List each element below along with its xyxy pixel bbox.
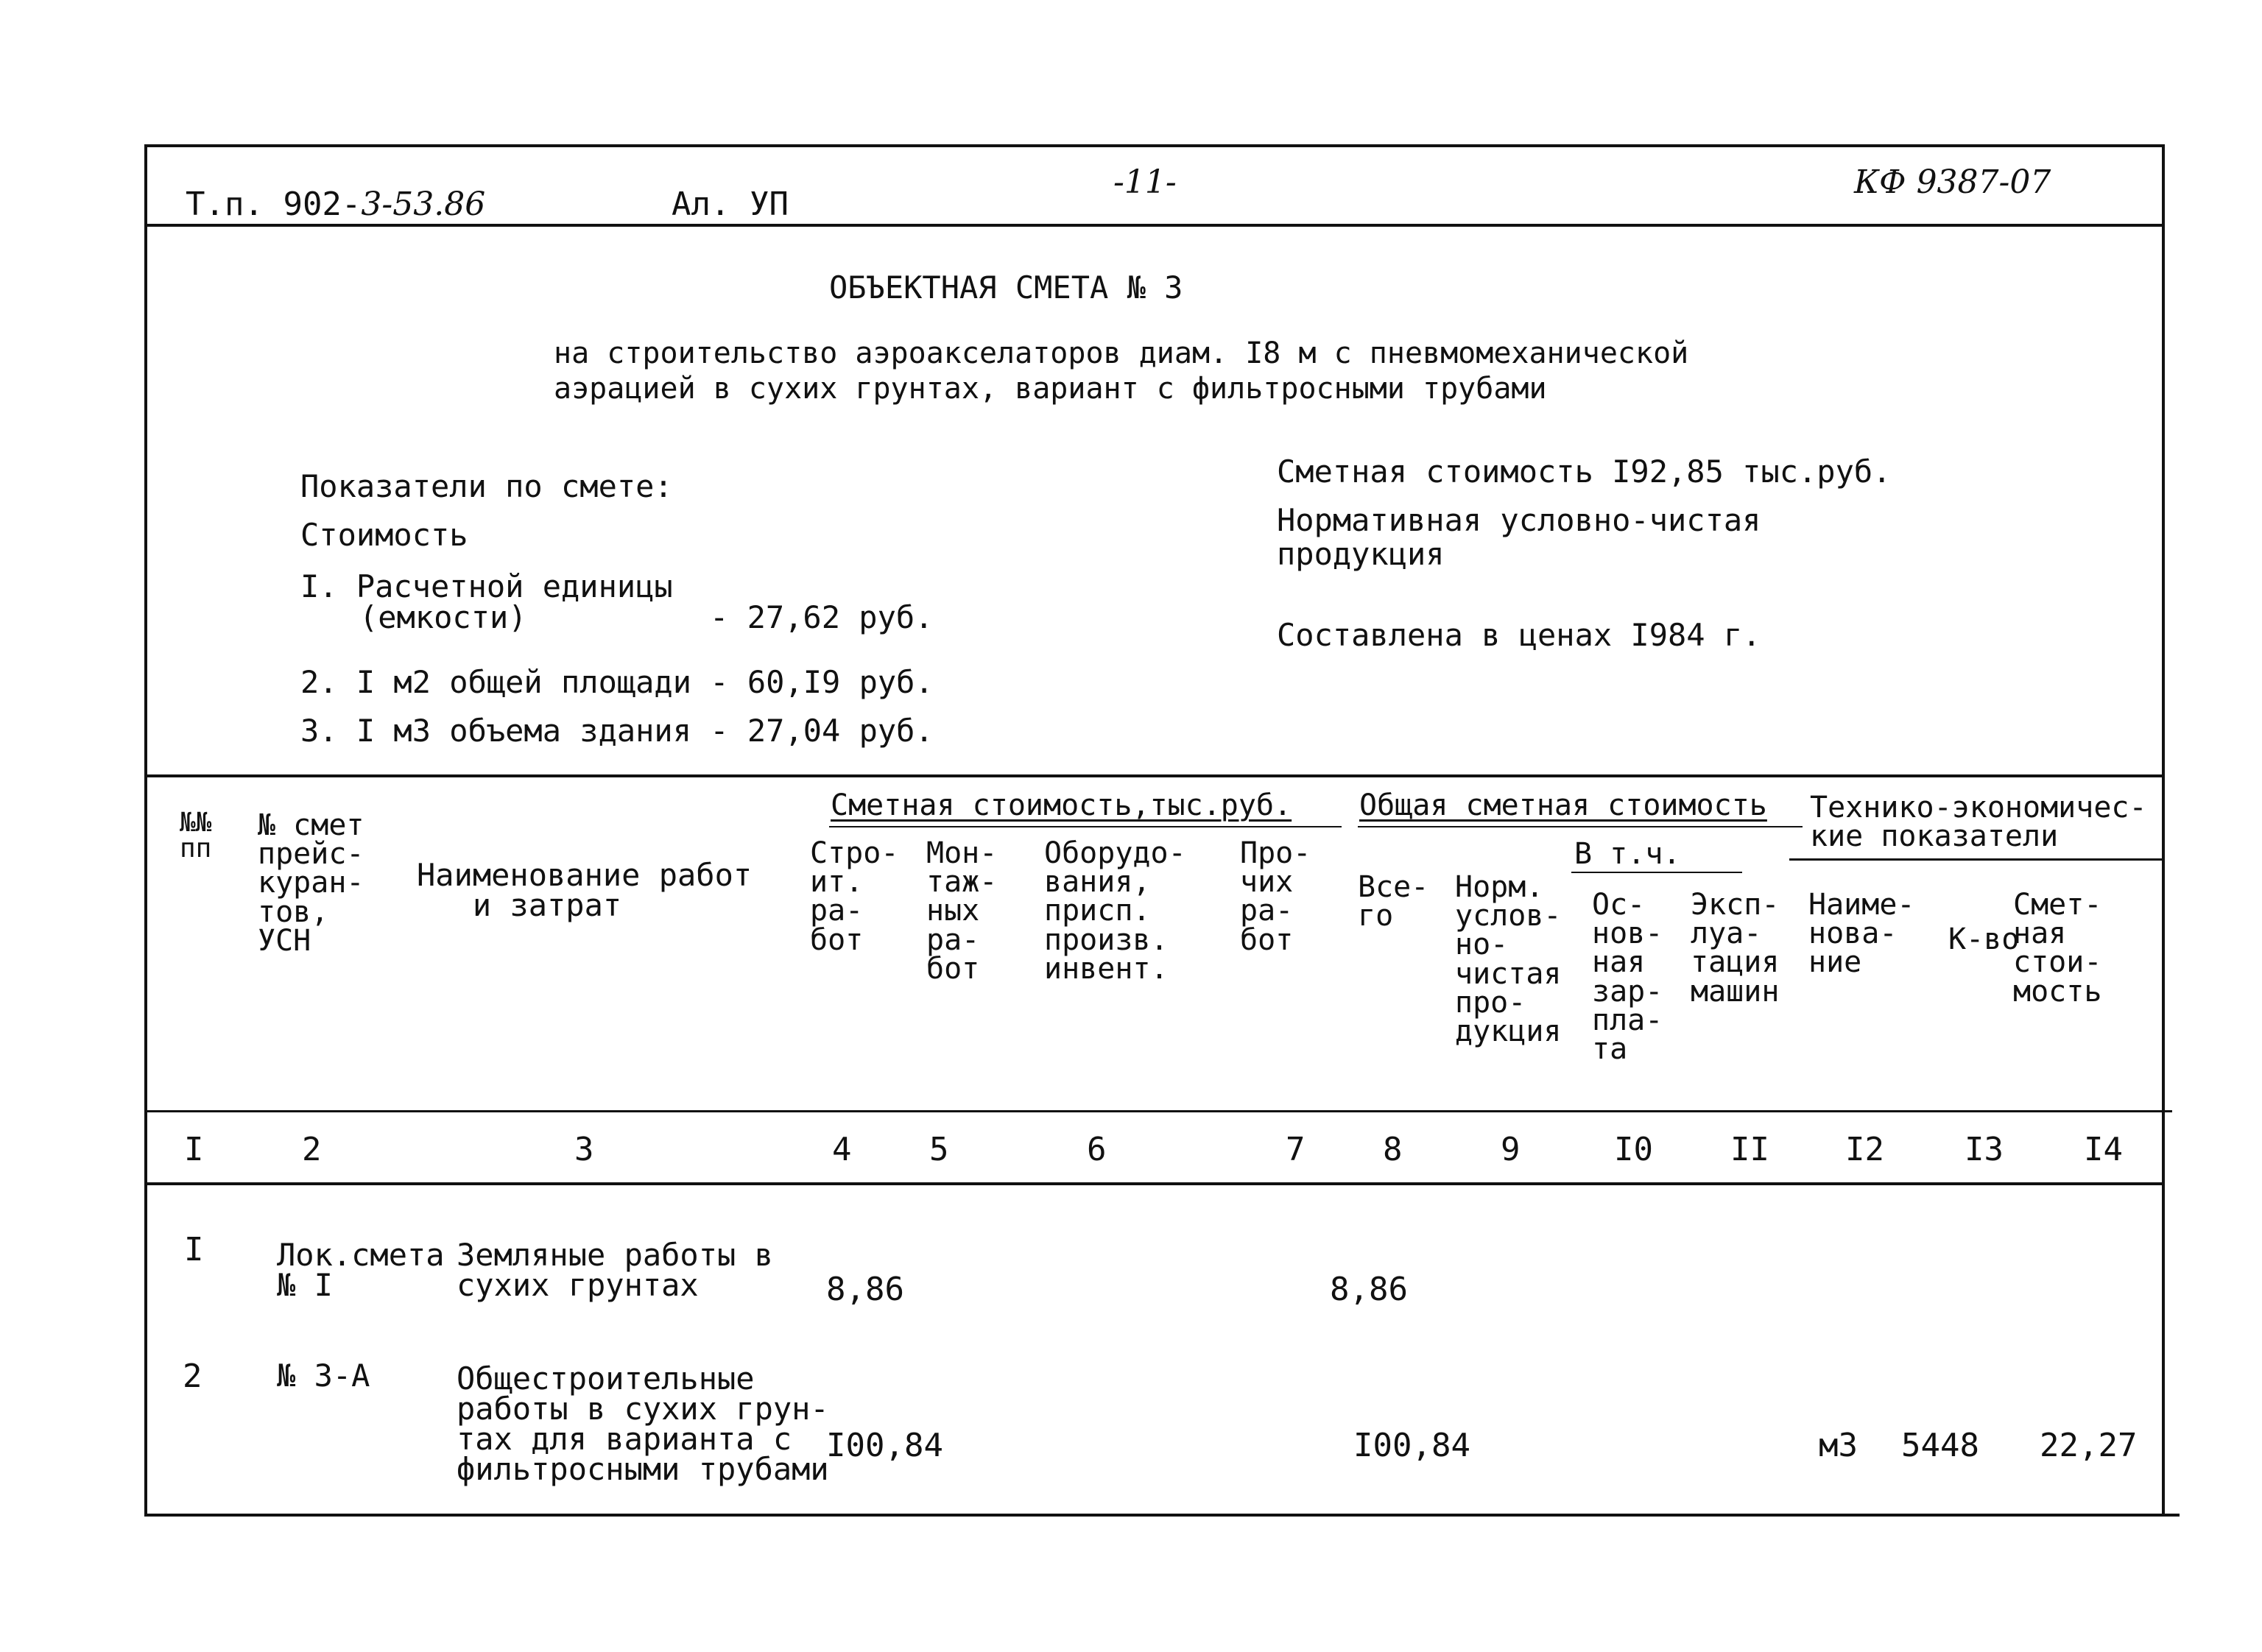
estimated-cost: Сметная стоимость I92,85 тыс.руб. [1277, 453, 1892, 490]
group-total-underline [1358, 826, 1803, 827]
cost-label: Стоимость [300, 517, 468, 553]
estimate-subtitle-line2: аэрацией в сухих грунтах, вариант с фильтросными трубами [554, 372, 1547, 406]
row-number: I [184, 1231, 204, 1268]
indicator-2: 2. I м2 общей площади - 60,I9 руб. [300, 664, 934, 700]
colnum-8: 8 [1383, 1131, 1403, 1168]
normative-product-label-cont: продукция [1277, 536, 1445, 572]
estimate-subtitle-line1: на строительство аэроакселаторов диам. I8 м с пневмомеханической [554, 336, 1689, 370]
colnum-2: 2 [302, 1131, 322, 1168]
row-quantity: 5448 [1901, 1427, 1979, 1464]
table-top-rule [144, 774, 2165, 777]
header-quantity: К-во [1948, 922, 2020, 956]
row-estimate-ref: № 3-А [277, 1358, 370, 1394]
header-installation-works: Мон- таж- ных ра- бот [926, 836, 998, 986]
colnum-13: I3 [1965, 1131, 2004, 1168]
frame-left [144, 144, 147, 1517]
header-divider [144, 224, 2165, 227]
indicator-1-value: - 27,62 руб. [710, 599, 934, 635]
header-estimate-ref: № смет прейс- куран- тов, УСН [258, 808, 364, 958]
row-number: 2 [183, 1358, 202, 1395]
estimate-title: ОБЪЕКТНАЯ СМЕТА № 3 [829, 269, 1183, 306]
album-label: Ал. УП [672, 186, 789, 223]
row-construction-cost: I00,84 [826, 1427, 943, 1464]
vtch-underline [1571, 872, 1742, 873]
colnum-14: I4 [2084, 1131, 2123, 1168]
colnum-12: I2 [1845, 1131, 1884, 1168]
header-including: В т.ч. [1574, 837, 1681, 871]
row-unit-cost: 22,27 [2040, 1427, 2138, 1464]
header-construction-works: Стро- ит. ра- бот [810, 836, 899, 957]
column-numbers-rule [144, 1182, 2165, 1185]
row-unit-name: м3 [1819, 1427, 1858, 1464]
frame-top [144, 144, 2165, 147]
colnum-6: 6 [1087, 1131, 1107, 1168]
frame-bottom [144, 1514, 2180, 1517]
document-code: КФ 9387-07 [1854, 163, 2051, 201]
page-number: -11- [1113, 163, 1177, 201]
colnum-1: I [184, 1131, 204, 1168]
normative-product-label: Нормативная условно-чистая [1277, 502, 1761, 538]
indicator-3: 3. I м3 объема здания - 27,04 руб. [300, 713, 934, 749]
row-work-name: Земляные работы в сухих грунтах [457, 1237, 773, 1304]
header-unit-name: Наиме- нова- ние [1808, 888, 1915, 980]
header-group-cost: Сметная стоимость,тыс.руб. [831, 788, 1292, 822]
colnum-5: 5 [929, 1131, 949, 1168]
header-row-number: №№ пп [180, 808, 212, 864]
header-group-total: Общая сметная стоимость [1359, 788, 1767, 822]
header-machine-operation: Эксп- луа- тация машин [1691, 888, 1780, 1009]
frame-right [2162, 144, 2165, 1517]
row-construction-cost: 8,86 [826, 1271, 904, 1308]
group-cost-underline [829, 826, 1342, 827]
indicator-1-label: I. Расчетной единицы [300, 568, 673, 604]
header-bottom-rule [144, 1110, 2172, 1112]
header-group-tech: Технико-экономичес- кие показатели [1810, 791, 2147, 854]
indicators-heading: Показатели по смете: [300, 468, 673, 504]
header-normative-product: Норм. услов- но- чистая про- дукция [1455, 870, 1562, 1048]
header-unit-cost: Смет- ная стои- мость [2013, 888, 2102, 1009]
project-number: Т.п. 902-3-53.86 [186, 186, 486, 223]
colnum-9: 9 [1501, 1131, 1521, 1168]
header-base-salary: Ос- нов- ная зар- пла- та [1592, 888, 1663, 1066]
colnum-10: I0 [1614, 1131, 1653, 1168]
colnum-7: 7 [1286, 1131, 1306, 1168]
row-total-cost: 8,86 [1330, 1271, 1408, 1308]
header-other-works: Про- чих ра- бот [1240, 836, 1311, 957]
indicator-1-label-cont: (емкости) [359, 599, 527, 635]
header-equipment: Оборудо- вания, присп. произв. инвент. [1044, 836, 1186, 986]
colnum-3: 3 [574, 1131, 594, 1168]
row-estimate-ref: Лок.смета № I [277, 1237, 445, 1304]
header-total: Все- го [1358, 870, 1429, 933]
row-total-cost: I00,84 [1353, 1427, 1470, 1464]
colnum-4: 4 [832, 1131, 852, 1168]
colnum-11: II [1730, 1131, 1769, 1168]
group-tech-underline [1789, 858, 2165, 861]
header-work-name: Наименование работ и затрат [417, 857, 753, 924]
row-work-name: Общестроительные работы в сухих грун- тах для варианта с фильтросными трубами [457, 1360, 829, 1488]
price-level: Составлена в ценах I984 г. [1277, 617, 1761, 653]
